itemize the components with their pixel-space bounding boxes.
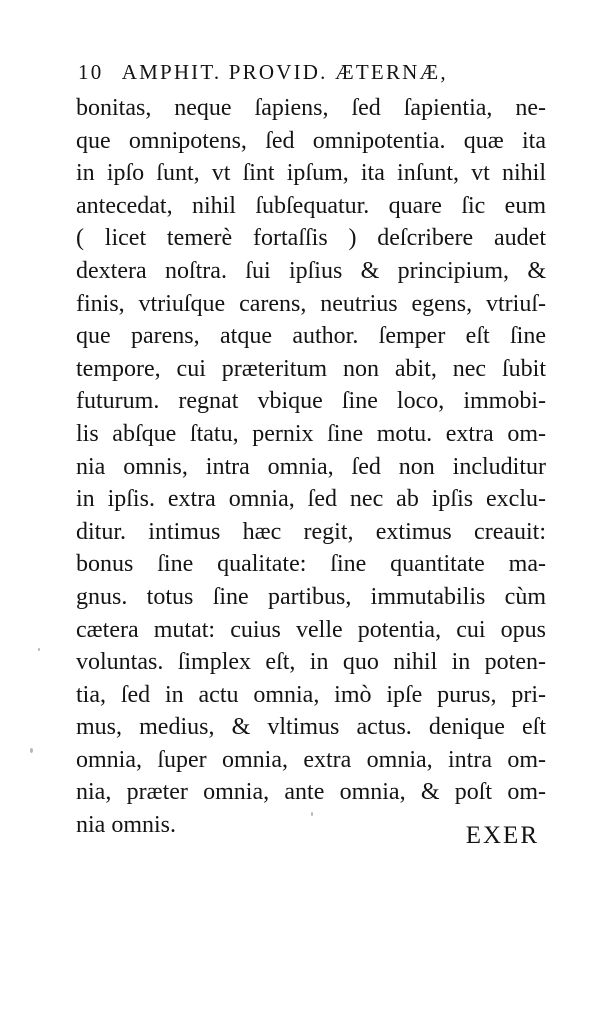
text-line: futurum. regnat vbique ſine loco, immobi- xyxy=(76,388,546,415)
text-line: in ipſis. extra omnia, ſed nec ab ipſis exclu- xyxy=(76,486,546,513)
text-line: tempore, cui præteritum non abit, nec ſubit xyxy=(76,355,546,382)
catchword: EXER xyxy=(465,822,539,849)
text-line-last: nia omnis. xyxy=(76,812,176,839)
text-line: nia omnis, intra omnia, ſed non includitur xyxy=(76,453,546,480)
paper-speck xyxy=(30,748,33,753)
text-line: ditur. intimus hæc regit, extimus creauit: xyxy=(76,518,546,545)
text-line: dextera noſtra. ſui ipſius & principium, & xyxy=(76,257,546,284)
text-line: antecedat, nihil ſubſequatur. quare ſic eum xyxy=(76,192,546,219)
running-head xyxy=(78,60,448,84)
text-line: mus, medius, & vltimus actus. denique eſt xyxy=(76,714,546,741)
text-line: bonus ſine qualitate: ſine quantitate ma- xyxy=(76,551,546,578)
text-line: gnus. totus ſine partibus, immutabilis cùm xyxy=(76,583,546,610)
text-line: cætera mutat: cuius velle potentia, cui opus xyxy=(76,616,546,643)
body-text xyxy=(76,92,546,842)
text-line: ( licet temerè fortaſſis ) deſcribere audet xyxy=(76,225,546,252)
text-line: voluntas. ſimplex eſt, in quo nihil in poten- xyxy=(76,649,546,676)
text-line: que parens, atque author. ſemper eſt ſine xyxy=(76,323,546,350)
paper-speck xyxy=(38,648,40,651)
text-line: in ipſo ſunt, vt ſint ipſum, ita inſunt, vt nihil xyxy=(76,160,546,187)
text-line: lis abſque ſtatu, pernix ſine motu. extra om- xyxy=(76,420,546,447)
text-line: omnia, ſuper omnia, extra omnia, intra om- xyxy=(76,746,546,773)
paper-speck xyxy=(311,812,313,816)
text-line: tia, ſed in actu omnia, imò ipſe purus, pri- xyxy=(76,681,546,708)
text-line: bonitas, neque ſapiens, ſed ſapientia, ne- xyxy=(76,95,546,121)
text-line: que omnipotens, ſed omnipotentia. quæ ita xyxy=(76,127,546,154)
running-title: AMPHIT. PROVID. ÆTERNÆ, xyxy=(121,60,448,84)
page-number: 10 xyxy=(78,60,104,84)
text-line: nia, præter omnia, ante omnia, & poſt om- xyxy=(76,779,546,806)
text-line: finis, vtriuſque carens, neutrius egens, vtriuſ- xyxy=(76,290,546,317)
